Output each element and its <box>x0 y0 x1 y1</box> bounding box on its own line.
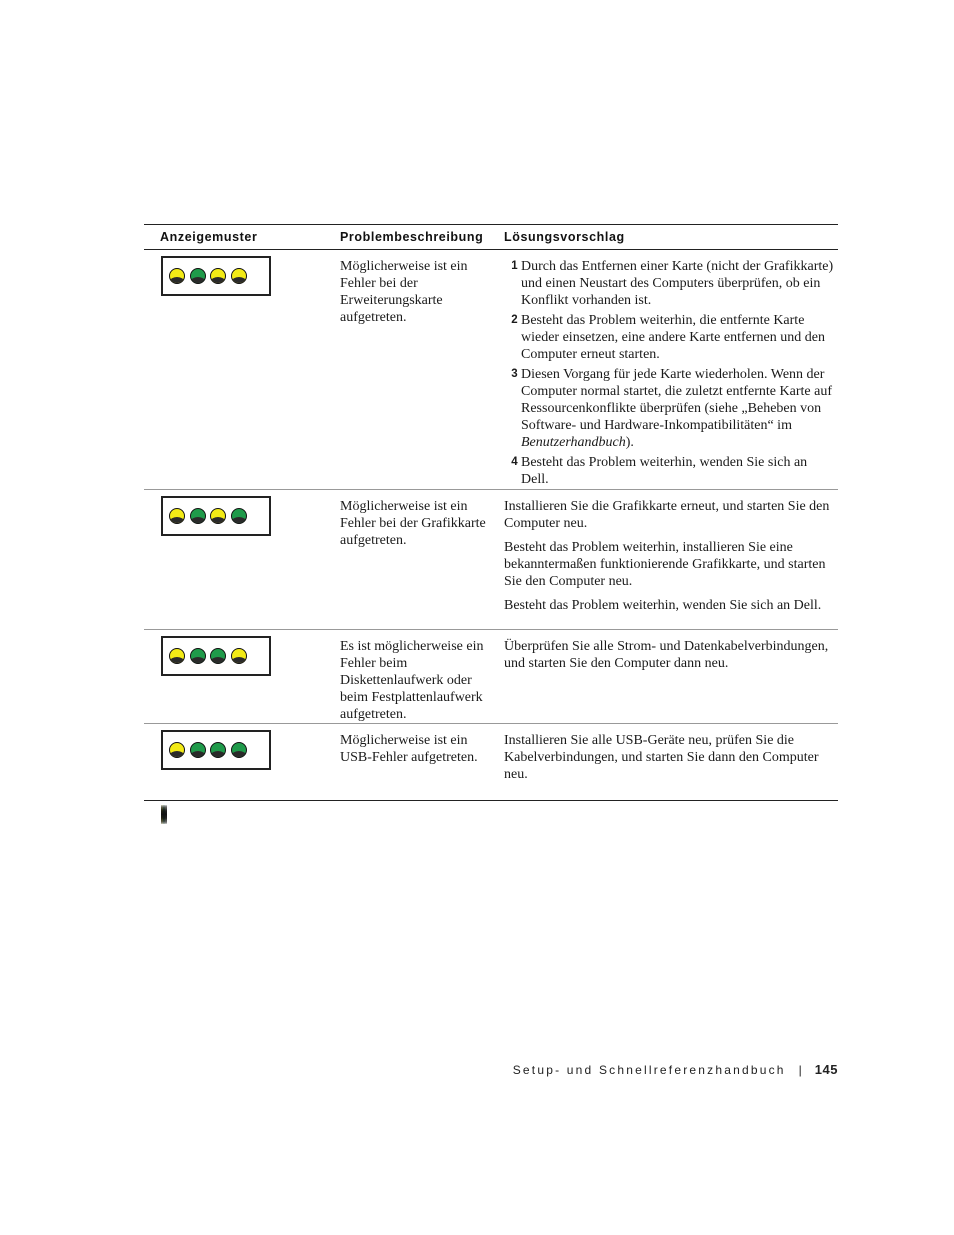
led-pattern <box>161 730 271 770</box>
led-yellow-icon <box>231 648 247 664</box>
table-row <box>144 724 838 801</box>
solution-paragraph: Überprüfen Sie alle Strom- und Datenkabelverbindungen, und starten Sie den Computer dann neu. <box>504 639 829 671</box>
solution-paragraph: Installieren Sie alle USB-Geräte neu, prüfen Sie die Kabelverbindungen, und starten Sie dann den Computer neu. <box>504 733 819 782</box>
led-legend <box>161 806 167 824</box>
step-2 <box>504 312 834 363</box>
problem-description: Möglicherweise ist ein Fehler bei der Grafikkarte aufgetreten. <box>340 499 486 548</box>
step-text-end: ). <box>625 435 634 450</box>
table-header <box>144 225 838 250</box>
step-4 <box>504 454 834 488</box>
footer-title: Setup- und Schnellreferenzhandbuch <box>512 1062 786 1077</box>
step-number: 3 <box>511 368 518 380</box>
footer-separator: | <box>798 1062 802 1077</box>
led-green-icon <box>231 742 247 758</box>
table-row <box>144 630 838 724</box>
table-row <box>144 490 838 630</box>
pattern-cell <box>144 724 324 800</box>
header-anzeigemuster: Anzeigemuster <box>160 230 258 244</box>
step-number: 2 <box>511 314 518 326</box>
header-problembeschreibung: Problembeschreibung <box>340 230 484 244</box>
led-pattern <box>161 256 271 296</box>
led-pattern <box>161 496 271 536</box>
pattern-cell <box>144 490 324 629</box>
pattern-cell <box>144 630 324 723</box>
solution-cell <box>504 250 838 489</box>
led-pattern <box>161 636 271 676</box>
led-yellow-icon <box>169 648 185 664</box>
solution-cell <box>504 490 838 629</box>
led-green-icon <box>231 508 247 524</box>
step-number: 4 <box>511 456 518 468</box>
led-green-icon <box>210 742 226 758</box>
page-number: 145 <box>814 1062 838 1077</box>
problem-description: Möglicherweise ist ein Fehler bei der Erweiterungskarte aufgetreten. <box>340 259 468 325</box>
led-yellow-icon <box>210 268 226 284</box>
led-yellow-icon <box>169 742 185 758</box>
solution-paragraph: Installieren Sie die Grafikkarte erneut, und starten Sie den Computer neu. <box>504 499 830 531</box>
step-text: Besteht das Problem weiterhin, die entfernte Karte wieder einsetzen, eine andere Karte entfernen und den Computer erneut starten. <box>521 313 825 362</box>
solution-paragraph: Besteht das Problem weiterhin, wenden Sie sich an Dell. <box>504 598 822 613</box>
problem-description: Möglicherweise ist ein USB-Fehler aufgetreten. <box>340 733 478 765</box>
solution-paragraph: Besteht das Problem weiterhin, installieren Sie eine bekanntermaßen funktionierende Grafikkarte, und starten Sie den Computer neu. <box>504 540 826 589</box>
led-yellow-icon <box>169 268 185 284</box>
step-1 <box>504 258 834 309</box>
header-loesungsvorschlag: Lösungsvorschlag <box>504 230 625 244</box>
led-yellow-icon <box>231 268 247 284</box>
led-yellow-icon <box>169 508 185 524</box>
table-row <box>144 250 838 490</box>
page-content <box>144 224 838 801</box>
step-number: 1 <box>511 260 518 272</box>
step-text: Besteht das Problem weiterhin, wenden Sie sich an Dell. <box>521 455 808 487</box>
pattern-cell <box>144 250 324 489</box>
page-footer <box>513 1062 838 1077</box>
led-green-icon <box>190 268 206 284</box>
led-green-icon <box>190 742 206 758</box>
solution-steps <box>504 258 834 488</box>
manual-title: Benutzerhandbuch <box>521 435 626 450</box>
step-3 <box>504 366 834 451</box>
solution-cell <box>504 724 838 800</box>
step-text <box>521 366 834 451</box>
step-text: Durch das Entfernen einer Karte (nicht der Grafikkarte) und einen Neustart des Computers überprüfen, ob ein Konflikt vorhanden ist. <box>521 259 834 308</box>
step-text-main: Diesen Vorgang für jede Karte wiederholen. Wenn der Computer normal startet, die zuletzt entfernte Karte auf Ressourcenkonflikte überprüfen (siehe „Beheben von Software- und Hardware-Inkompatibilitäten“ im <box>521 367 832 433</box>
led-green-icon <box>210 648 226 664</box>
led-off-icon <box>165 805 167 824</box>
led-green-icon <box>190 508 206 524</box>
led-green-icon <box>190 648 206 664</box>
solution-cell <box>504 630 838 723</box>
led-yellow-icon <box>210 508 226 524</box>
problem-description: Es ist möglicherweise ein Fehler beim Diskettenlaufwerk oder beim Festplattenlaufwerk aufgetreten. <box>340 639 484 722</box>
